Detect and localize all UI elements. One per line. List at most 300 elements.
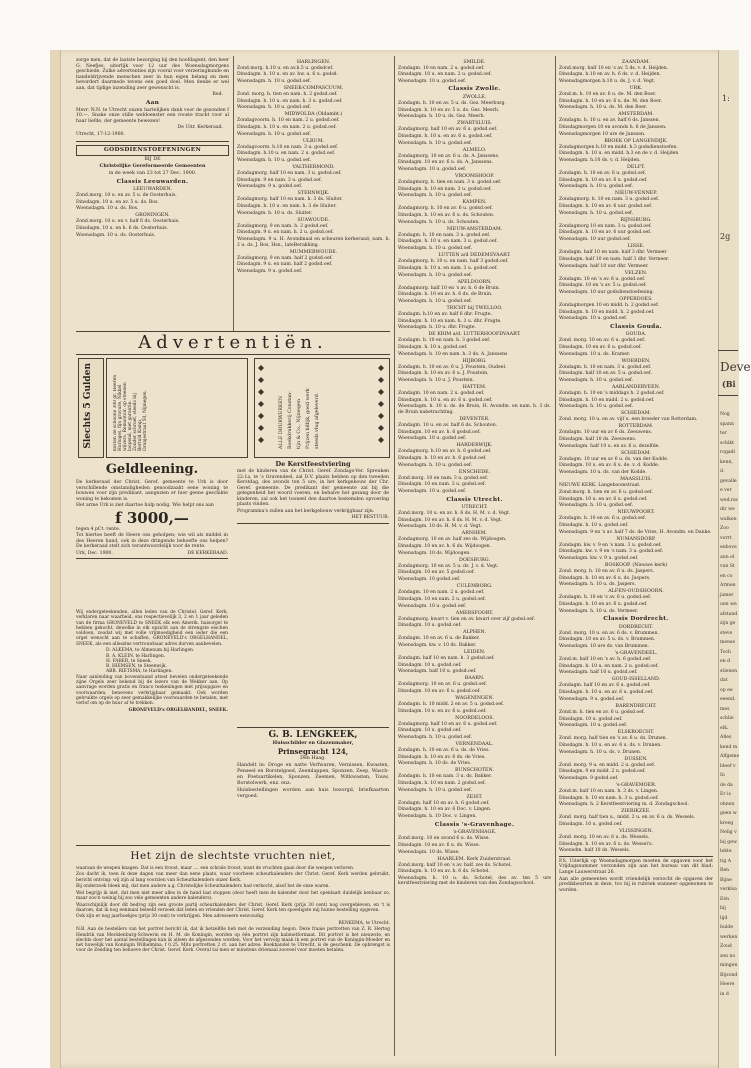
slechtste-p7: N.B. Aan de bestellers van het portret bericht ik, dat ik hetzelfde heb met de verzending begon. Deze fraaie portretten van Z. R. Hertog Hendrik van Mecklenburg-Schwerin en H. M. de Koningin, worden op één portret zijn kabinetformaat. Dit portret is het nieuwste, en slechts door het aantal bestellingen kan ik alleen de afgezonden worden. Voor het vervolg maak ik een portret van de Koningin-Moeder en het huwelijk van Koningin Wilhelmina, f 0.25. Mits portretten 2 ct. aan het adres: Boekhandel te Utrecht, is de geschenk. De opbrengst is voor de Zending ten behoeve der Christ. Geref. Kerk. Overal tal men er minstens driemaal zooveel voor moeten betalen. (76, 927, 390, 954)
text-line: Nog (720, 412, 730, 417)
place-heading: MUMMERWOUDE. (289, 249, 338, 255)
service-line: Dinsdagm. 10 en av. 6 u. godsd.oef. (559, 344, 642, 350)
place-heading: RIJNSBURG. (620, 217, 652, 223)
service-line: Zond.morg. 10 u. en v. half 6 ds. Oosterhuis. (76, 219, 180, 225)
service-line: Dinsdagm. h. 10 u. en av. 6 u. godsd.oef. (398, 133, 493, 139)
service-line: Woensdagm. half 10 u. en av. 6 u. dezelfde. (559, 443, 660, 449)
divider (559, 856, 713, 857)
service-line: Zondagm. 10 en nam. 2 u. godsd.oef. (398, 590, 485, 596)
text-line: en co (720, 573, 733, 579)
place-heading: VLISSINGEN. (619, 829, 653, 834)
service-line: Dinsdagm. h.10 en av. h. 6 ds. v. d. Heijden. (559, 72, 661, 78)
service-line: Zondagm. 10 uur en av 6 u. ds. van der Kodde. (559, 456, 669, 462)
ad-horloges (106, 358, 248, 458)
text-line: Eén (720, 896, 730, 902)
text-line: Oranjestraat 50, Nijmegen. (143, 390, 148, 451)
service-line: Dinsdagm. 10 en av. h. 6 godsd.oef. (398, 429, 481, 435)
service-line: Dinsdagm. 10 u. en av. 6 u. godsd.oef. (559, 496, 648, 502)
service-line: Woensdagm. h. 10 u. godsd.oef. (398, 462, 473, 468)
slechtste-p4: Wel begrijp ik niet, dat men niet meer alles in de hand laat stoppen (door heeft men de kalender door het openlaatt duidelijk kenbaar zo, maar zoo'n weinig bij zoo vele gemeenten andere kalenders). (76, 890, 390, 902)
service-line: Dinsdagm. h. 10 en av. h. 6 godsd.oef. (398, 455, 487, 461)
edge-rule (718, 395, 738, 396)
service-line: Zond.morg. 10 u. en av. 5 u. de Oosterhuis. (76, 193, 177, 199)
service-line: Dinsdagm. h. 10 en av. h. 6 ds. de Bruin. (398, 292, 493, 298)
text-line: Bijne (720, 877, 732, 883)
place-heading: SNEEK-COMPASCUUM. (283, 85, 344, 91)
place-heading: DORDRECHT. (618, 624, 654, 630)
text-line: e ver (720, 488, 732, 493)
place-heading: LEIDEN. (463, 649, 486, 655)
service-line: Dinsdagm. h. 10 en av. 6 Doc. v. Lingen. (398, 807, 492, 813)
service-line: Zond.m. h. 10 en av. 6 u. de. M. den Boer. (559, 91, 657, 97)
service-line: Dinsdagm. 10 u. godsd.oef. (559, 822, 623, 827)
ad-drukwerken (254, 358, 390, 458)
lengkeek-name: G. B. LENGKEEK, (268, 730, 358, 740)
service-line: Zond.morg. half 10 en 's av. 5 ds. v. d. Heijden. (559, 65, 669, 71)
text-line: elk. (720, 725, 729, 731)
service-line: Zondagm. h. 10 en nam. 3 u. godsd.oef. (559, 364, 652, 370)
service-line: Dinsdagm. h. 10 en nam. h. 3 u. dhr. Frugte. (398, 318, 502, 324)
service-line: Zondagm. h.10 en av. half 6 dhr. Frugte. (398, 311, 492, 317)
service-line: Zondagmorg. 10 en av. 6 u. godsd.oef. (398, 682, 488, 688)
service-line: Woensdagm. h. 10 u. ds. Jaspers. (559, 582, 636, 588)
newspaper-page (50, 50, 751, 1068)
text-line: verklsa (720, 887, 737, 892)
text-line: mense (720, 640, 736, 645)
service-line: Woensdagm. h. 10 u. ds. M. den Boer. (559, 105, 648, 111)
service-line: Dinsdagm. h. 10 u. en av. 6 u. godsd.oef. (559, 690, 654, 696)
text-line: ohnen (720, 801, 735, 807)
text-line: geen w (720, 811, 737, 816)
place-heading: HARDERWIJK. (456, 443, 493, 449)
service-line: Zond.morg. h.10 u. en av.h.5 u. godsdcef. (237, 65, 334, 71)
text-line: Armen (720, 583, 736, 588)
service-line: Zond. morg. 10 en av. 6 u. godsd.oef. (559, 338, 646, 344)
service-line: Dinsdagm. h. 10 u. en av. hw. u. 6 u. godsd. (237, 72, 339, 78)
place-heading: ELSKROECHT. (617, 730, 655, 736)
text-line: lijd (720, 915, 728, 921)
service-line: Woensdagm. 10 uur godsd.oef. (559, 237, 631, 243)
place-heading: MAASSLUIS. (620, 477, 652, 483)
place-heading: OPPERDOES. (619, 296, 653, 302)
divider (237, 727, 389, 728)
service-line: Dinsdagm. h.10 u. en nam. 2 u. godsd.oef. (237, 151, 336, 157)
place-heading: STERNWIJK. (297, 191, 330, 197)
service-line: Dinsdagm. h. 10 en midd. h. 2 godsd.oef. (559, 309, 655, 315)
place-heading: HATTEM. (462, 385, 487, 390)
place-heading: SCHIEDAM. (620, 411, 652, 417)
service-line: Woensdagm. half 10 u. godsd.oef. (398, 669, 477, 675)
service-line: Woensdagm. h. 10 u. ds. Sluiter. (237, 210, 313, 216)
service-line: Dinsdagm. 10 u. en h. 6 ds. Oosterhuis. (76, 226, 169, 232)
service-line: Dinsdagm. 10 en av. 6 u. ds. Wisse. (398, 842, 481, 848)
text-line: spann (720, 421, 734, 427)
service-line: Zondagm. 10 en nam. 2 u. godsd.oef. (398, 391, 485, 396)
text-line: stienen (720, 668, 738, 674)
text-line: in d (720, 991, 729, 997)
slechtste-p1: waaraan de wespen knagen. Dat is een troost, maar .... een schrale troost, want de vruchten gaan door die wespen verloren. (76, 866, 355, 871)
column-rule (233, 56, 234, 332)
place-heading: KAMPEN. (462, 200, 487, 206)
slechtste-p5: Waarschijnlijk door dit bedrog zijn een groote partij scheurkalenders der Christ. Geref. Kerk (prijs 30 cent) nog overgebleven, en 't is daarom, dat ik nog eenmaal beleefd verzoek dat leden en vrienden der Christ. Geref. Kerk ten spoedigste mij hunne bestelling opgeven. (76, 902, 390, 913)
lengkeek-text: Handelt in: Droge en natte Verfwaren, Vernissen, Kwasten, Penseel en Borstelgoed, Zeemlappen, Sponzen, Zeep, Wasch- en Poetsartikelen, Sponzen, Zeemen, Witkwasten, Touw, Borstelwerk, enz. enz. (237, 763, 389, 786)
place-heading: BROEK OP LANGENDIJK. (604, 138, 668, 144)
text-line: wed.nw (720, 497, 738, 503)
place-heading: NIEUWPOORT. (617, 510, 655, 516)
text-line: op ee (720, 687, 733, 693)
place-heading: HAARLEM. Kerk Zuiderstraat. (437, 856, 512, 862)
next-page-text (720, 410, 738, 999)
service-line: Zondagmorg. half 10 en av. 6 u. godsd.oef. (398, 721, 498, 727)
classis-heading: Classis Zwolle. (448, 86, 501, 93)
service-line: Dinsdagm. h. 10 en av. 6 u. de. M. den Boer. (559, 98, 662, 104)
service-line: Woensdagm. h. 10 u. ds. Schouten. (398, 219, 480, 225)
geldleening-signature: DE KERKERAAD. (187, 550, 228, 556)
service-line: Dinsdagm. 9 u. en nam. h. 2 u. godsd.oef. (237, 230, 334, 236)
service-line: Dinsdagm. 10 u. godsd.oef. (398, 623, 462, 629)
service-line: Dinsdagm. h. 10 en midd. 2 u. godsd.oef. (559, 397, 655, 403)
service-line: Dinsdagm. 10 en av. 6 u. godsd.oef. (398, 688, 481, 694)
text-line: schlie (720, 716, 734, 721)
service-line: Dinsdagm. half 10 ds. Zeeuwens. (559, 437, 637, 443)
article-slechtste-vruchten (76, 842, 390, 955)
service-line: Zond.morg. half 10 en 's av. half. zes ds. Schotel. (398, 862, 512, 868)
schedule-list (76, 187, 229, 238)
text-line: Ren (720, 868, 730, 873)
service-line: Dinsdagm. h. 10 en av. 6 u. godsd.oef. (559, 177, 648, 183)
service-line: Woensdagm. 10 u. godsd.oef. (398, 78, 467, 84)
place-heading: AMERSFOORT. (455, 610, 494, 616)
service-line: Woensdagm. 10 u. godsd.oef. (559, 723, 628, 729)
service-line: Zondagm. 10 u. en av. half 6 ds. Schouten. (398, 422, 498, 428)
place-heading: NUMANSDORP. (616, 536, 656, 542)
place-heading: UTRECHT. (461, 505, 488, 510)
service-line: Zondagmorg. h. 10 u. en nam. half 3 godsd.oef. (398, 259, 509, 265)
text-line: Zonder schroef, steeds bij (133, 393, 138, 451)
service-line: Zondagmorg. half 10 en nam. h. 3 ds. Sluiter. (237, 197, 343, 203)
text-line: Alfgeme (720, 754, 740, 759)
place-heading: ALFEN-OUDSHOORN. (608, 589, 664, 595)
service-line: Woensdagm. h. 10 u. godsd.oef. (559, 184, 634, 190)
service-line: Zond.morg. 10 en avond 6 u. ds. Wisse. (398, 836, 490, 842)
service-line: Zond.m. half 10 en nam. h. 3 ds. v. Lingen. (559, 788, 659, 794)
service-line: Zond.m. h. tien en av. 6 u. godsd.oef. (559, 709, 645, 715)
text-line: eeend. (720, 697, 736, 702)
service-line: Dinsdagm. h. 10 en nam. h. 3 u. godsd.oef. (559, 795, 659, 801)
service-line: Woensdagm. 10 ds. Wisse. (398, 849, 460, 855)
service-line: Woensdagm. 10 uur godsdienstoefening. (559, 289, 654, 295)
service-line: Woensdagm. h. 10 u. godsd.oef. (398, 272, 473, 278)
text-line: H. FABER, te Sneek. (106, 658, 152, 664)
service-line: Dinsdagm. kw. v. 9 en 's nam. 3 u. godsd.oef. (559, 549, 664, 555)
service-line: Zondagmorgen h.10 en midd. h.3 godsdienstoefen. (559, 144, 678, 150)
lengkeek-street: Prinsegracht 124, (277, 746, 349, 756)
text-line: bleef v (720, 763, 736, 769)
service-line: Woensdagm. kw. v. 10 ds. Bakker. (398, 642, 477, 648)
text-line: kosten de schoone 300 gr. Heeren (113, 374, 118, 451)
text-line: Heere (720, 982, 735, 987)
text-line: B. HIEMSEN, te Steenwijk. (106, 664, 167, 670)
place-heading: BARENDRECHT. (615, 703, 657, 709)
text-line: Zoo (720, 526, 729, 531)
service-line: Zondagmorg. h. 10 en av. 6 u. godsd.oef. (398, 206, 493, 212)
text-line: Bijzond (720, 972, 738, 978)
service-line: Dinsdagm. 9 u. en nam. half 2 godsd.oef. (237, 262, 333, 268)
place-heading: WOERDEN. (621, 358, 651, 364)
text-line: ter (720, 431, 727, 436)
service-line: Dinsdagm. 10 u. godsd.oef. (398, 728, 462, 734)
service-line: Dinsdagm. h. 10 en av. 6 u. J. Poustein. (398, 371, 489, 377)
classis-heading: Classis 's-Gravenhage. (434, 821, 515, 828)
service-line: Zond.m. half 10 en 's av. h. 6 godsd.oef. (559, 657, 652, 663)
service-line: Woensdagm. 10 u. godsd.oef. (398, 489, 467, 494)
divider (76, 845, 390, 846)
service-line: Woensdagm. h. 10 u. dhr. Frugte. (398, 325, 476, 331)
service-line: Dinsdagm. h. 10 en av. 6 u. ds. Wessel's. (559, 841, 653, 847)
lengkeek-text2: Huisbestellingen worden aan huis bezorgd, briefkaarten vergoed. (237, 788, 389, 799)
geldleening-text1: De kerkeraad der Christ. Geref. gemeente te Urk is door verschillende omstandigheden genoodzaakt eene woning te bouwen voor zijn predikant, aangezien er hier geene geschikte woning te bekomen is. (76, 480, 228, 502)
service-line: Zondagmorg. half 10 en nam. 3 u. godsd.oef. (237, 171, 342, 176)
text-line: In (720, 773, 725, 778)
text-line: werken (720, 934, 738, 940)
service-line: Zondagm. h. 10 midd. 2 en av. 5 u. godsd.oef. (398, 701, 505, 707)
service-line: Zond.morg. 10 u. en av. h. 6 ds. H. M. v. d. Vegt. (398, 511, 511, 516)
text-line: Boekdrukkerij Constan- (288, 391, 293, 449)
text-line: tijn & Co., Nijmegen (297, 398, 302, 449)
slechtste-p3: Bij onderzoek bleek mij, dat men andere a.g. Christelijke Scheurkalenders had verkocht, alsof het de onze waren. (76, 884, 330, 890)
place-heading: BAARN. (464, 676, 485, 682)
text-line: enbove (720, 545, 737, 550)
service-line: Zondagm. 10 en nam. 2 u. godsd.oef. (398, 65, 485, 71)
service-line: Zondagmorg. 9 en nam. half 2 godsd.oef. (237, 255, 333, 261)
text-line: Er is (720, 792, 731, 797)
service-line: Woensdagm. h. 10 u. J. Poustein. (398, 378, 475, 383)
service-line: Woensdagm. 9 en 's av. half 7 ds. de Vries, H. Avondm. en Danke. (559, 529, 712, 535)
text-line: ALLE DRUKWERKEN (279, 395, 284, 449)
service-line: Zond. morg. h. 10 en av. 6 u. ds. Jaspers. (559, 568, 655, 574)
service-line: Dinsdagm. h. 10 u. en nam. 2 u. godsd.oef. (559, 663, 659, 669)
text-line: de da (720, 782, 733, 788)
service-line: Woensdm. half 10 ds. Wessels. (559, 848, 631, 854)
place-heading: ARNHEM. (461, 531, 488, 537)
column-3-schedule (398, 58, 551, 888)
place-heading: ZAANDAM. (621, 59, 651, 65)
service-line: Woensdagm. 10 u. godsd.oef. (398, 436, 467, 442)
service-line: Dinsdagm. 10 en av. 5 u. ds. v. Brummen. (559, 637, 656, 643)
place-heading: DEVENTER. (459, 416, 490, 422)
service-line: Zondagm. h. 10 en nam. 3 u. godsd.oef. (398, 232, 491, 238)
text-line: tig A (720, 858, 732, 864)
service-line: Zondagmorg. half 10 en av. 6 u. godsd.oef. (398, 127, 498, 133)
text-line: Alles (720, 735, 732, 740)
service-line: Dinsdagm. 10 en av. 6 u. ds. A. Janssens. (398, 160, 493, 166)
text-line: walken (720, 516, 737, 522)
service-line: Woensdagm. h. 10 Doc. v. Lingen. (398, 814, 477, 820)
place-heading: LUTTEN a/d DEDEMSVAART. (438, 253, 511, 259)
classis-heading: Classis Gouda. (610, 323, 662, 330)
place-heading: AARLANDERVEEN. (611, 385, 661, 390)
place-heading: ZIERIKZEE. (621, 809, 651, 815)
service-line: Dinsdagm. h. 10 u. godsd.oef. (398, 344, 468, 350)
lengkeek-city: Den Haag. (300, 755, 326, 761)
service-line: Dinsdagm. h. 10 en av. 6 uur godsd.oef. (559, 230, 652, 236)
service-line: Dinsdagm. h. 10 en av. 6 u. ds. Jaspers. (559, 575, 651, 581)
text-line: hulde (720, 925, 734, 930)
place-heading: NOORDELOOS. (455, 715, 494, 721)
ad-lengkeek (237, 725, 389, 802)
text-line: kend m (720, 744, 738, 750)
service-line: Zondagmorg. h. tien en nam. 3 u. godsd.oef. (398, 180, 502, 185)
intro-paragraph: zorge men, dat de laatste bezorging bij den hoofdagent, den heer G. Neefjes, uiterlijk voor 12 uur des Woensdagmorgens geschiede. Zulke advertenties zijn vooral voor verzeringkunde en handeldrijvende menschen zeer in hun eigen belang en men bevordert daarmede tevens een goed doel. Men denke er wel aan, dat tijdige inzending zeer gewenscht is. (76, 58, 229, 91)
service-line: Zondagm. h. 10 en av. 6 u. godsd.oef. (559, 516, 646, 522)
geldleening-amount: f 3000,— (115, 508, 189, 527)
place-heading: BOSKOOP. (Nieuwe kerk) (604, 562, 668, 568)
place-heading: ALMELO. (462, 147, 487, 153)
service-line: Dinsdagm. 10 u. en av. 6 u. de. v. d. Kodde. (559, 463, 660, 469)
service-line: Woensdagm. h. 10 en nam. h. 3 ds. A. Janssens (398, 351, 508, 357)
place-heading: ULRUM. (302, 138, 325, 144)
place-heading: NIEUW-VENNEP. (614, 191, 658, 197)
service-line: Zondagm. 10 en 's av. 6 u. godsd.oef. (559, 276, 646, 282)
place-heading: LEEUWARDEN. (133, 187, 172, 193)
geldleening-date: Urk, Dec. 1900. (76, 550, 113, 556)
service-line: Dinsdagm. h. 10 u. en nam. 3 u. godsd.oef. (398, 239, 498, 245)
service-line: Zond.morg. h. tien en av. 6 u. godsd.oef. (559, 489, 653, 495)
service-line: Zondagm. h. 10 en av. 6 u. godsd.oef. (559, 171, 646, 176)
service-line: Dinsdagm. 10 u. godsd.oef. (398, 662, 462, 668)
kerst-signature: HET BESTUUR. (351, 515, 389, 520)
orgel-signature: GRONEVELD's ORGELHANDEL, SNEEK. (128, 707, 228, 713)
service-line: Woensdagm. 10 u. ds. Oosterhuis. (76, 232, 156, 238)
geldleening-title: Geldleening. (105, 462, 199, 477)
service-line: Dinsdagm. h. 10 en av. 6 ds. de Vries. (398, 754, 486, 760)
text-line: rogadi (720, 450, 736, 455)
divider (76, 558, 228, 559)
service-line: NIEUWE KERK. Langeboomstraat. (559, 483, 641, 489)
place-heading: ZWOLLE. (462, 94, 487, 100)
service-line: Dinsdagm. 10 u. godsd.oef. (559, 716, 623, 722)
service-line: Zondagmorg. half 10 en 's av. h. 6 de Bruin. (398, 285, 501, 291)
service-line: Zond.morg. 10 en nam. 3 u. godsd.oef. (398, 475, 489, 481)
service-line: Woensdagm. h. 10 u. ds. Schotel, des av. ten 5 ure kerstfeestviering met de kinderen van den Zondagsschool. (398, 875, 551, 887)
ad-horloges-text (113, 363, 148, 451)
ad-drukwerken-text (277, 365, 322, 449)
place-heading: SMILDE. (463, 59, 486, 65)
service-line: Woensdagm. h. 10 u. godsd.oef. (559, 503, 634, 509)
service-line: Zondagm. h. 10 en av. 6 u. J. Poustein, Oudeel. (398, 364, 507, 370)
column-2-schedule (237, 58, 390, 276)
geldleening-text3: tegen 4 pCt. rente. (76, 526, 121, 532)
text-line: Toch (720, 649, 732, 655)
classis-heading: Classis Utrecht. (446, 496, 503, 503)
place-heading: VROOMSHOOP. (455, 174, 494, 179)
service-line: Zondagm. half 10 en av. h. 6 godsd.oef. (398, 800, 490, 806)
lengkeek-trade: Huisschilder en Glazenmaker, (272, 740, 354, 746)
service-line: Zondagvoorm. h.10 en nam. 3 u. godsd.oef. (237, 144, 339, 150)
place-heading: DE KRIM a/d. LUTTERHOOFDVAART. (428, 332, 521, 338)
service-line: Zondagm. half 10 en nam. h. 3 godsd.oef. (398, 655, 495, 661)
service-line: Zondagm. half 10 en nam. half 3 dhr. Vermeer (559, 250, 667, 256)
place-heading: SCHIEDAM. (620, 450, 652, 456)
service-line: Woensdagm. 10 u. godsd.oef. (398, 603, 467, 609)
service-line: Dinsdagm. 9 en midd. 2 u. godsd.oef. (559, 769, 646, 775)
service-line: Dinsdagm. half 10 en nam. half 3 dhr. Vermeer. (559, 256, 670, 262)
aan-signature: De Uitr. Kerkeraad. (177, 125, 223, 131)
service-line: Dinsdagm. 10 en 's av. 5 u. godsd.oef. (559, 283, 647, 289)
page-binding (50, 50, 61, 1068)
place-heading: BUNSCHOTEN. (455, 768, 494, 774)
service-line: Woensdagm. h. 10 u. godsd.oef. (398, 193, 473, 199)
place-heading: 's-GRAVENDEEL. (614, 651, 658, 657)
text-line: uen we (720, 602, 737, 607)
service-line: Zond. morg. h. tien en nam. h. 2 godsd.oef. (237, 91, 338, 97)
service-line: Dinsdagm. h. 10 en nam. 3 u. godsd.oef. (398, 186, 492, 192)
column-rule (394, 56, 395, 1056)
slechtste-p6: Ook zijn er nog jaarboekjes (prijs 30 cent) te verkrijgen. Men adresseere eenvoudig: (76, 914, 265, 920)
service-line: Dinsdagm. h. 10 u. en nam. 2 u. godsd.oef. (237, 124, 337, 130)
service-line: Zond. morg. half tien en 's av. 6 u. ds. Drunen. (559, 736, 668, 742)
text-line: jamer (720, 592, 734, 598)
service-line: Zondagm. h. 10 u. en av. half 6 ds. Janssen. (559, 118, 661, 124)
service-line: Dinsdagm. 10 en av. h. 6 ds. Wijdoogen. (398, 544, 492, 550)
aan-paragraph: Mevr. N.N. te Utrecht onzen hartelijken dank voor de gezonden f 10.—. Snake onze stille weldoenster een rooste tracht voor al haar liefde, der gemeente bewezen! (76, 107, 229, 124)
place-heading: VELZEN. (624, 270, 648, 276)
text-line: wijzers, Remontoir, op steenen (123, 382, 128, 451)
service-line: Woensdagmorgen 10 ure de Janssen. (559, 131, 646, 137)
text-line: schikt (720, 440, 734, 446)
text-line: ann el (720, 554, 735, 560)
text-line: en d (720, 659, 731, 664)
service-line: Zond. morg. 10 en av. 6 u. ds. Wessels. (559, 835, 650, 840)
classis-heading: Classis Dordrecht. (603, 616, 669, 623)
text-line: B. A. KLEIN, te Harlingen. (106, 653, 166, 659)
service-line: Dinsdagm. h. 10 u. en nam. h. 3 u. godsd.oef. (237, 98, 343, 104)
place-heading: TRICHT bij TWELLOO. (446, 305, 503, 311)
place-heading: DUSSEN. (624, 756, 648, 762)
godsdienst-sub1: BIJ DE (144, 157, 161, 163)
service-line: Woensdagm. 9 u. godsd.oef. (559, 696, 625, 702)
service-line: Dinsdagm. h. 10 en nam. 2 godsd.oef. (398, 781, 486, 787)
text-line: steve (720, 630, 733, 636)
service-line: Zondagm. h. 10 en nam. 3 u. ds. Bakker. (398, 774, 493, 780)
text-line: Bertold Kamp, (138, 418, 143, 451)
place-heading: ROTTERDAM. (618, 424, 654, 430)
geldleening-text4: Tot hiertoe heeft de Heere ons geholpen; wie wil als middel in des Heeren hand, ook in deze dringende behoefte ons helpen? De kerkeraad stelt zich verantwoordelijk voor de rente. (76, 533, 228, 549)
service-line: Woensdagm. h. 10 u. godsd.oef. (398, 735, 473, 740)
service-line: Woensdagm. h. 10 u. godsd.oef. (237, 131, 312, 137)
text-line: van St (720, 564, 735, 569)
service-line: Zondagm. h. 10 en av. 6 u. ds. de Vries. (398, 748, 490, 753)
text-line: kreeg (720, 820, 734, 826)
slechtste-title: Het zijn de slechtste vruchten niet, (130, 850, 336, 862)
next-page-fragment: 2g (720, 232, 731, 241)
text-line: steeds vlug afgeleverd. (315, 392, 320, 449)
slechtste-p2: Zoo dacht ik, toen ik deze dagen van meer dan eene plaats, waar voorheen scheurkalenders der Christ. Geref. Kerk werden gebruikt, bericht ontving: wij zijn al lang voorzien van Scheurkalenders onzer Kerk. (76, 872, 390, 883)
service-line: Zondagm. half 10 en av. 6 u. godsd.oef. (559, 683, 651, 689)
place-heading: MIDWOLDA (Oldambt.) (284, 112, 343, 118)
service-line: Zondagmorg. 9 en nam. h. 2 godsd.oef. (237, 223, 329, 229)
service-line: Zondagmorg. h. 10 en nam. 3 u. godsd.oef. (559, 197, 660, 203)
service-line: Woensdagm. h. 10 u. godsd.oef. (237, 105, 312, 111)
service-line: Woensdagm. 9 u. godsd.oef. (237, 184, 303, 190)
kerst-text2: Programma's zullen aan het kerkgebouw verkrijgbaar zijn. (237, 508, 375, 514)
service-line: Dinsdagm. h. 10 u. en nam. h. 3 de Sluiter. (237, 204, 337, 210)
service-line: Woensdagm. h. 10 u. godsd.oef. (237, 158, 312, 163)
service-line: Zond. morg. half tien u., midd. 2 u. en av. 6 u. ds. Wessels. (559, 815, 696, 821)
godsdienst-title: GODSDIENSTOEFENINGEN (76, 145, 229, 156)
service-line: Woensdagm. h.10 ds. v. d. Heijden. (559, 158, 641, 163)
service-line: Woensdagm. h. 10 u. godsd.oef. (559, 210, 634, 216)
